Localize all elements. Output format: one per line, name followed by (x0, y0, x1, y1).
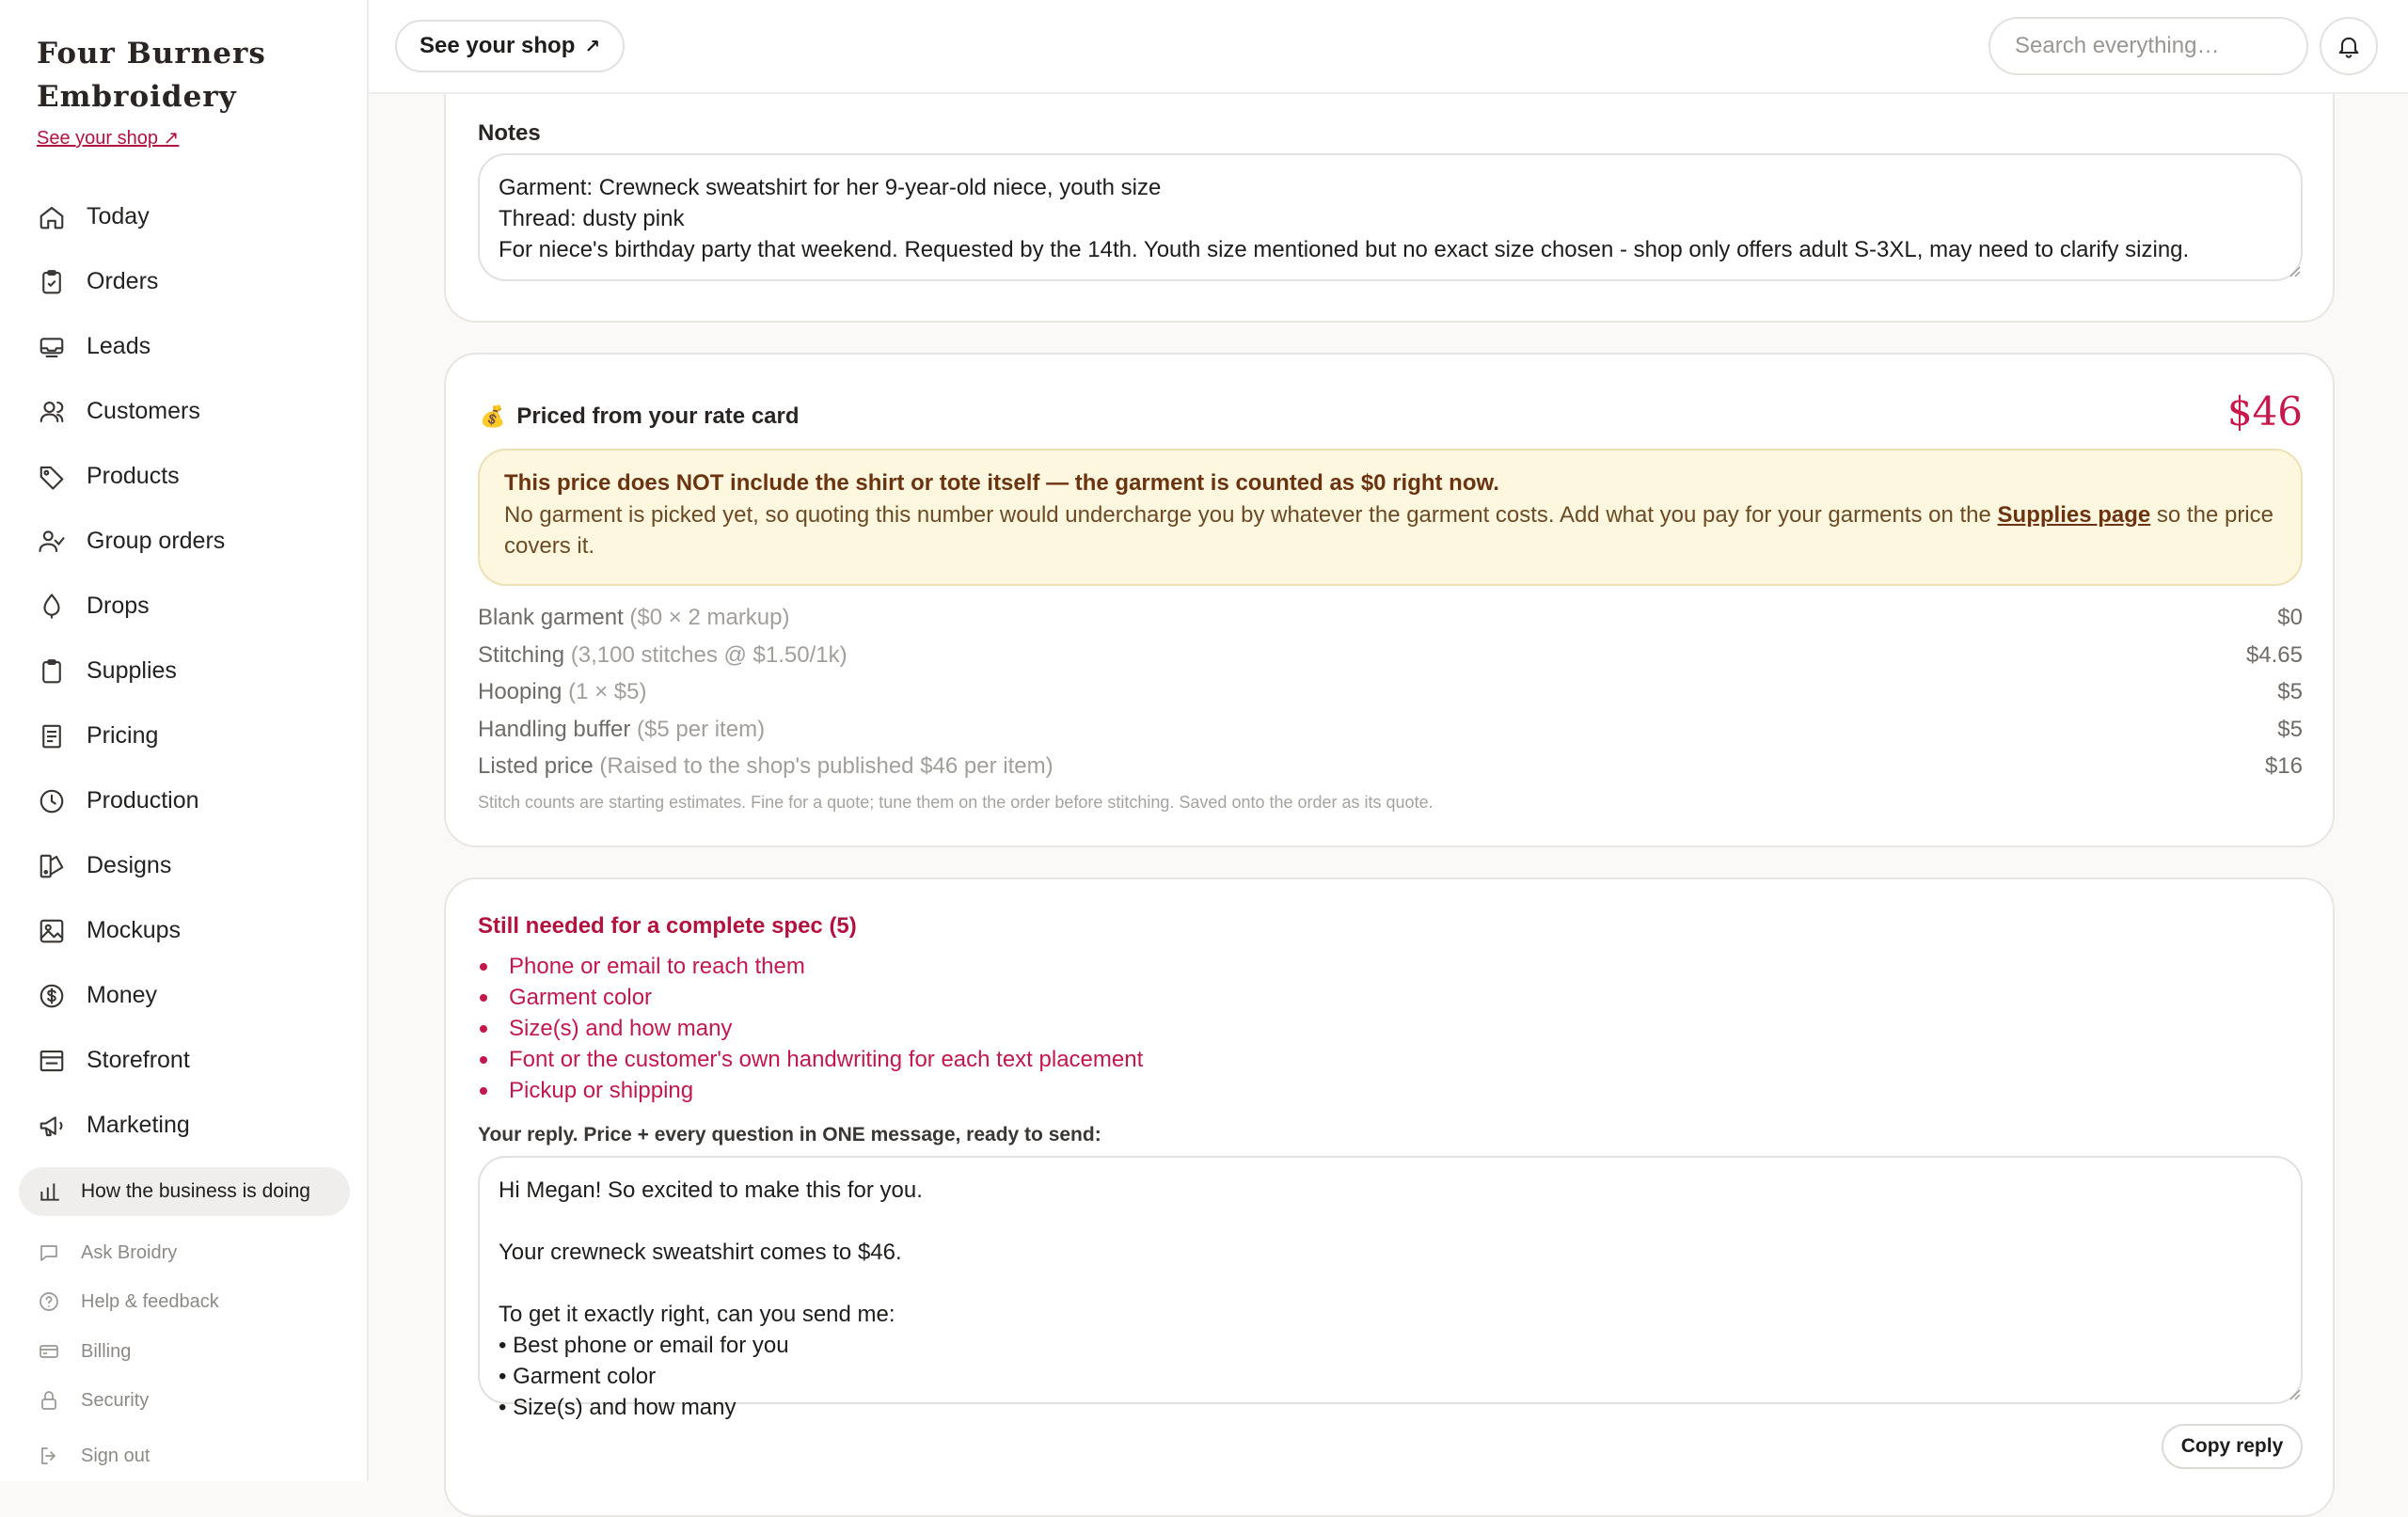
missing-items-list (478, 951, 1143, 1106)
dollar-icon (38, 982, 66, 1010)
bar-chart-icon (38, 1179, 62, 1204)
sidebar-item-storefront[interactable] (0, 1028, 369, 1093)
warning-title: This price does NOT include the shirt or tote itself — the garment is counted as $0 right now. (504, 470, 1499, 496)
inbox-icon (38, 333, 66, 361)
list-item: Phone or email to reach them (478, 951, 1143, 982)
sidebar (0, 0, 369, 1481)
see-your-shop-label: See your shop (420, 33, 576, 58)
sidebar-item-label: Leads (87, 333, 151, 359)
sidebar-item-label: Drops (87, 593, 150, 619)
price-row (478, 711, 2303, 749)
sidebar-item-drops[interactable] (0, 574, 369, 639)
sidebar-item-security[interactable] (0, 1382, 369, 1419)
sidebar-item-marketing[interactable] (0, 1093, 369, 1158)
sidebar-item-billing[interactable] (0, 1333, 369, 1370)
sidebar-item-products[interactable] (0, 444, 369, 509)
sidebar-item-mockups[interactable] (0, 898, 369, 963)
clipboard-icon (38, 657, 66, 686)
sidebar-item-money[interactable] (0, 963, 369, 1028)
list-item: Size(s) and how many (478, 1013, 1143, 1044)
price-row-label: Handling buffer ($5 per item) (478, 716, 766, 742)
sidebar-item-supplies[interactable] (0, 639, 369, 703)
tag-icon (38, 463, 66, 491)
storefront-icon (38, 1047, 66, 1075)
price-total: $46 (2226, 388, 2303, 435)
price-breakdown (478, 599, 2303, 785)
help-icon (38, 1290, 60, 1313)
sidebar-item-leads[interactable] (0, 314, 369, 379)
brand-name (37, 32, 266, 119)
sidebar-item-pricing[interactable] (0, 703, 369, 768)
reply-textarea[interactable]: Hi Megan! So excited to make this for you. Your crewneck sweatshirt comes to $46. To get it exactly right, can you send me: • Best phone or email for you • Garment color • Size(s) and how many (478, 1156, 2303, 1404)
bell-icon (2336, 33, 2362, 59)
see-your-shop-button[interactable] (395, 20, 625, 72)
main-nav (0, 184, 369, 1158)
sidebar-item-help[interactable] (0, 1283, 369, 1320)
sidebar-item-label: Customers (87, 398, 200, 424)
price-row-label: Stitching (3,100 stitches @ $1.50/1k) (478, 641, 848, 668)
lock-icon (38, 1389, 60, 1412)
sidebar-item-label: Ask Broidry (81, 1241, 178, 1263)
notifications-button[interactable] (2320, 17, 2378, 75)
price-row-label: Hooping (1 × $5) (478, 679, 647, 704)
price-row-amount: $4.65 (2245, 641, 2303, 668)
palette-icon (38, 852, 66, 880)
price-row (478, 599, 2303, 637)
sidebar-item-label: Today (87, 203, 150, 229)
notes-textarea[interactable]: Garment: Crewneck sweatshirt for her 9-year-old niece, youth size Thread: dusty pink For niece's birthday party that weekend. Requested by the 14th. Youth size mentioned but no exact size chosen - shop only offers adult S-3XL, may need to clarify sizing. (478, 153, 2303, 281)
card-icon (38, 1340, 60, 1363)
home-icon (38, 203, 66, 231)
sidebar-item-label: Help & feedback (81, 1290, 219, 1312)
top-bar (369, 0, 2408, 94)
still-needed-title: Still needed for a complete spec (5) (478, 913, 857, 939)
sidebar-item-customers[interactable] (0, 379, 369, 444)
list-item: Pickup or shipping (478, 1075, 1143, 1106)
sidebar-item-orders[interactable] (0, 249, 369, 314)
sidebar-item-label: Storefront (87, 1047, 190, 1073)
sidebar-item-label: Designs (87, 852, 172, 878)
sidebar-item-group-orders[interactable] (0, 509, 369, 574)
sidebar-item-production[interactable] (0, 768, 369, 833)
clock-icon (38, 787, 66, 815)
supplies-page-link[interactable]: Supplies page (1997, 502, 2151, 528)
sidebar-item-sign-out[interactable] (0, 1437, 369, 1475)
pricing-heading (480, 403, 800, 430)
spec-card (444, 877, 2335, 1517)
brand-line-1: Four Burners (37, 37, 266, 71)
sidebar-item-label: Mockups (87, 917, 182, 943)
price-row (478, 748, 2303, 785)
receipt-icon (38, 722, 66, 751)
warning-body (504, 499, 2276, 561)
sidebar-item-label: Production (87, 787, 199, 814)
warning-body-text: No garment is picked yet, so quoting this number would undercharge you by whatever the garment costs. Add what you pay for your garments on the (504, 502, 1998, 528)
sidebar-item-label: Money (87, 982, 158, 1008)
sidebar-item-label: Supplies (87, 657, 177, 684)
pricing-title: Priced from your rate card (516, 403, 800, 429)
reply-label: Your reply. Price + every question in ONE message, ready to send: (478, 1124, 1101, 1146)
price-row-amount: $5 (2277, 716, 2303, 742)
megaphone-icon (38, 1112, 66, 1140)
price-row-label: Blank garment ($0 × 2 markup) (478, 605, 790, 630)
sidebar-item-label: Products (87, 463, 180, 489)
drop-icon (38, 593, 66, 621)
sidebar-item-label: Security (81, 1389, 150, 1411)
sidebar-item-label: Group orders (87, 528, 226, 554)
money-bag-icon: 💰 (480, 404, 506, 428)
resize-handle-icon[interactable] (2288, 1387, 2301, 1400)
garment-warning (478, 449, 2303, 586)
pricing-footnote: Stitch counts are starting estimates. Fine for a quote; tune them on the order before stitching. Saved onto the order as its quote. (478, 793, 1434, 812)
sidebar-item-label: Orders (87, 268, 159, 294)
see-your-shop-link[interactable]: See your shop ↗ (37, 128, 180, 149)
price-row (478, 673, 2303, 711)
price-row-amount: $16 (2264, 753, 2303, 779)
sidebar-item-label: Sign out (81, 1445, 150, 1466)
notes-label: Notes (478, 120, 541, 146)
pricing-card (444, 353, 2335, 847)
brand-line-2: Embroidery (37, 80, 237, 114)
price-row-label: Listed price (Raised to the shop's published $46 per item) (478, 753, 1054, 779)
sidebar-item-label: Marketing (87, 1112, 190, 1138)
clipboard-check-icon (38, 268, 66, 296)
sign-out-icon (38, 1445, 60, 1467)
price-row (478, 637, 2303, 674)
sidebar-item-label: Pricing (87, 722, 159, 749)
external-link-icon: ↗ (584, 36, 601, 57)
sidebar-item-label: How the business is doing (81, 1180, 310, 1202)
price-row-amount: $5 (2277, 679, 2303, 704)
chat-icon (38, 1241, 60, 1264)
sidebar-item-business-health[interactable] (19, 1167, 350, 1216)
sidebar-item-ask-broidry[interactable] (0, 1234, 369, 1272)
sidebar-item-today[interactable] (0, 184, 369, 249)
sidebar-item-designs[interactable] (0, 833, 369, 898)
price-row-amount: $0 (2277, 605, 2303, 630)
list-item: Garment color (478, 982, 1143, 1013)
notes-card (444, 56, 2335, 323)
search-input[interactable] (1988, 17, 2308, 75)
list-item: Font or the customer's own handwriting for each text placement (478, 1044, 1143, 1075)
image-icon (38, 917, 66, 945)
group-icon (38, 528, 66, 556)
copy-reply-button[interactable]: Copy reply (2162, 1424, 2303, 1469)
sidebar-item-label: Billing (81, 1340, 132, 1362)
resize-handle-icon[interactable] (2288, 264, 2301, 277)
users-icon (38, 398, 66, 426)
warning-body-text-end: so the price covers it. (504, 502, 2273, 559)
